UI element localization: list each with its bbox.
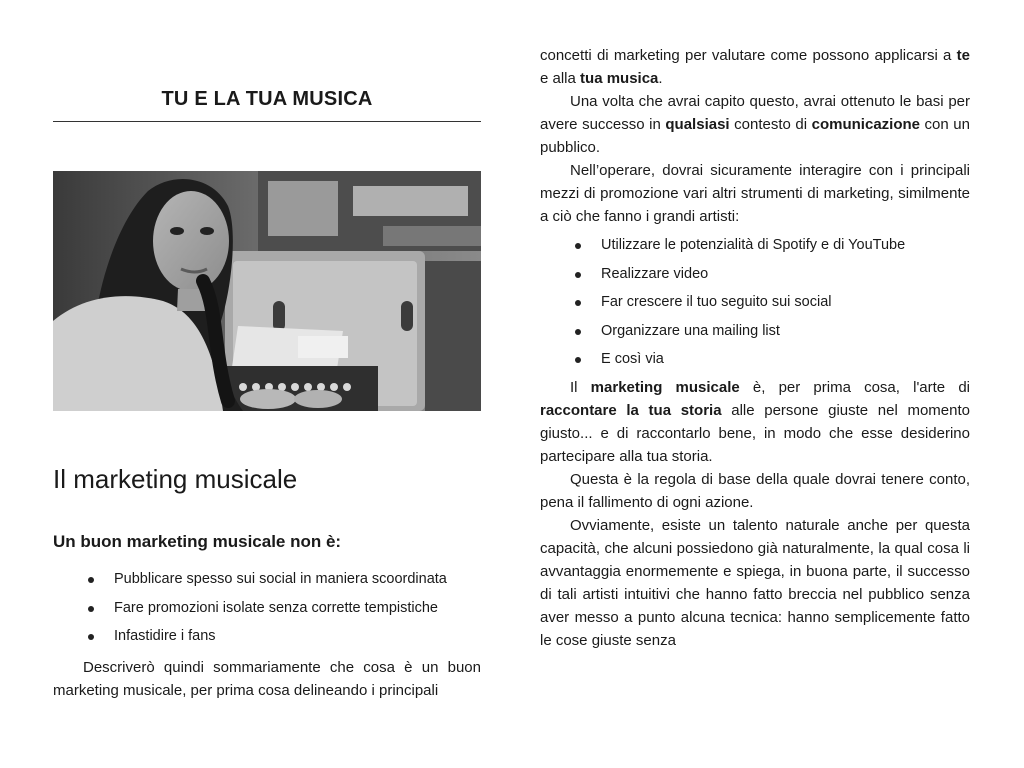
paragraph: Ovviamente, esiste un talento naturale anche per questa capacità, che alcuni possiedono già naturalmente, la qual cosa li avvantaggia enormemente e spiega, in buona parte, il successo di tali artisti intuitivi che hanno fatto breccia nel pubblico senza aver messo a punto alcuna tecnica: hanno semplicemente fatto le cose giuste senza	[540, 516, 970, 649]
list-item: Infastidire i fans	[53, 622, 481, 651]
paragraph: Il marketing musicale è, per prima cosa, l'arte di raccontare la tua storia alle persone giuste nel momento giusto... e di raccontarlo bene, in modo che esse desiderino partecipare alla tua storia.	[540, 378, 970, 465]
section-subheading: Un buon marketing musicale non è:	[53, 532, 342, 551]
chapter-title: TU E LA TUA MUSICA	[161, 88, 373, 110]
right-page-text	[540, 44, 970, 652]
marketing-tools-list	[540, 231, 970, 374]
not-good-marketing-list	[53, 565, 481, 651]
right-page	[540, 0, 970, 768]
photo-woman-typewriter	[53, 171, 481, 411]
paragraph: Descriverò quindi sommariamente che cosa è un buon marketing musicale, per prima cosa delineando i principali	[53, 659, 481, 699]
list-item: Far crescere il tuo seguito sui social	[540, 288, 970, 317]
left-page	[53, 0, 481, 768]
paragraph: Questa è la regola di base della quale dovrai tenere conto, pena il fallimento di ogni azione.	[540, 470, 970, 511]
title-divider	[53, 121, 481, 122]
section-heading: Il marketing musicale	[53, 464, 298, 494]
paragraph: concetti di marketing per valutare come possono applicarsi a te e alla tua musica.	[540, 47, 970, 87]
list-item: Fare promozioni isolate senza corrette tempistiche	[53, 594, 481, 623]
list-item: Organizzare una mailing list	[540, 317, 970, 346]
list-item: Utilizzare le potenzialità di Spotify e di YouTube	[540, 231, 970, 260]
list-item: Realizzare video	[540, 260, 970, 289]
paragraph: Nell’operare, dovrai sicuramente interagire con i principali mezzi di promozione vari altri strumenti di marketing, similmente a ciò che fanno i grandi artisti:	[540, 162, 970, 225]
list-item: E così via	[540, 345, 970, 374]
list-item: Pubblicare spesso sui social in maniera scoordinata	[53, 565, 481, 594]
paragraph: Una volta che avrai capito questo, avrai ottenuto le basi per avere successo in qualsiasi contesto di comunicazione con un pubblico.	[540, 93, 970, 156]
